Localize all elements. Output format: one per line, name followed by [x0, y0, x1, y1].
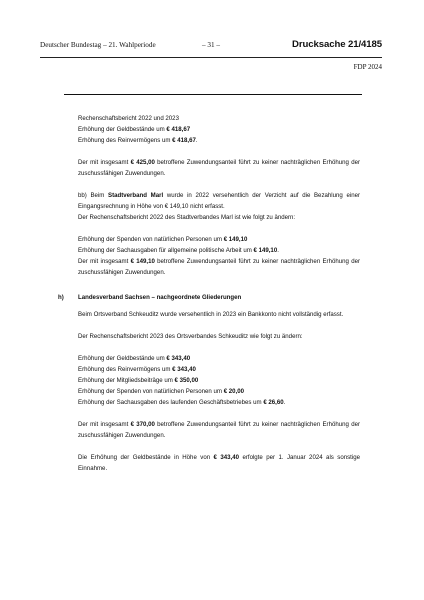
text-line	[78, 190, 360, 201]
document-number	[292, 39, 382, 50]
text-line	[78, 364, 360, 375]
text-line	[78, 234, 360, 245]
text-line	[78, 353, 360, 364]
document-body	[58, 113, 360, 474]
text-fragment: Erhöhung der Mitgliedsbeiträge um	[78, 377, 175, 384]
amount: € 149,10	[130, 258, 155, 265]
text-fragment: Der mit insgesamt	[78, 159, 131, 166]
text-line	[78, 452, 360, 463]
text-fragment: betroffene Zuwendungsanteil führt zu keiner nachträglichen Erhöhung der	[154, 258, 360, 265]
text-fragment: wurde in 2022 versehentlich der Verzicht auf die Bezahlung einer	[163, 192, 360, 199]
header-publisher: Deutscher Bundestag – 21. Wahlperiode	[40, 41, 156, 49]
text-line	[78, 135, 360, 146]
text-fragment: Erhöhung der Spenden von natürlichen Personen um	[78, 388, 224, 395]
text-fragment: bb) Beim	[78, 192, 109, 199]
amount: € 26,60	[263, 399, 284, 406]
text-fragment: .	[283, 399, 286, 406]
text-line: Beim Ortsverband Schkeuditz wurde versehentlich in 2023 ein Bankkonto nicht vollständig erfasst.	[78, 311, 344, 318]
header-section-label: FDP 2024	[353, 63, 382, 71]
amount: € 418,67	[172, 137, 196, 144]
text-line: Eingangsrechnung in Höhe von € 149,10 nicht erfasst.	[78, 203, 225, 210]
text-line: Der Rechenschaftsbericht 2022 des Stadtverbandes Marl ist wie folgt zu ändern:	[78, 214, 296, 221]
document-number-value: 4185	[361, 39, 382, 50]
text-line: zuschussfähigen Zuwendungen.	[78, 269, 166, 276]
section-letter: h)	[58, 294, 64, 301]
text-fragment: .	[277, 247, 279, 254]
text-line: zuschussfähigen Zuwendungen.	[78, 432, 166, 439]
amount: € 149,10	[223, 236, 248, 243]
amount: € 343,40	[213, 454, 240, 461]
text-fragment: Erhöhung der Sachausgaben für allgemeine politische Arbeit um	[78, 247, 254, 254]
text-line	[78, 256, 360, 267]
text-fragment: erfolgte per 1. Januar 2024 als sonstige	[239, 454, 360, 461]
organization-name: Stadtverband Marl	[108, 192, 164, 199]
text-line	[78, 419, 360, 430]
page-header	[40, 41, 382, 58]
text-line	[78, 397, 360, 408]
text-line	[78, 386, 360, 397]
text-fragment: Die Erhöhung der Geldbestände in Höhe von	[78, 454, 214, 461]
text-line: Einnahme.	[78, 465, 108, 472]
text-fragment: Der mit insgesamt	[78, 421, 131, 428]
text-line	[78, 124, 360, 135]
text-line	[78, 245, 360, 256]
amount: € 425,00	[130, 159, 155, 166]
text-line: Der Rechenschaftsbericht 2023 des Ortsverbandes Schkeuditz wie folgt zu ändern:	[78, 333, 303, 340]
text-line: Rechenschaftsbericht 2022 und 2023	[78, 115, 179, 122]
text-fragment: betroffene Zuwendungsanteil führt zu keiner nachträglichen Erhöhung der	[154, 159, 360, 166]
text-fragment: Erhöhung der Geldbestände um	[78, 126, 167, 133]
text-fragment: Erhöhung der Geldbestände um	[78, 355, 167, 362]
amount: € 370,00	[130, 421, 155, 428]
section-rule	[64, 94, 362, 95]
text-fragment: Der mit insgesamt	[78, 258, 131, 265]
text-fragment: Erhöhung des Reinvermögens um	[78, 137, 173, 144]
amount: € 350,00	[174, 377, 199, 384]
text-fragment: betroffene Zuwendungsanteil führt zu keiner nachträglichen Erhöhung der	[154, 421, 360, 428]
text-fragment: Erhöhung der Spenden von natürlichen Personen um	[78, 236, 224, 243]
amount: € 418,67	[166, 126, 191, 133]
page-number: – 31 –	[202, 41, 220, 49]
text-line	[78, 157, 360, 168]
text-line: zuschussfähigen Zuwendungen.	[78, 170, 166, 177]
text-fragment: Erhöhung des Reinvermögens um	[78, 366, 173, 373]
document-number-prefix: Drucksache 21/	[292, 39, 362, 50]
text-line	[78, 375, 360, 386]
section-heading	[58, 292, 360, 303]
amount: € 149,10	[253, 247, 278, 254]
amount: € 343,40	[166, 355, 191, 362]
amount: € 343,40	[172, 366, 196, 373]
text-fragment: .	[195, 137, 198, 144]
text-fragment: Erhöhung der Sachausgaben des laufenden Geschäftsbetriebes um	[78, 399, 264, 406]
section-title: Landesverband Sachsen – nachgeordnete Gliederungen	[78, 294, 242, 301]
amount: € 20,00	[223, 388, 245, 395]
